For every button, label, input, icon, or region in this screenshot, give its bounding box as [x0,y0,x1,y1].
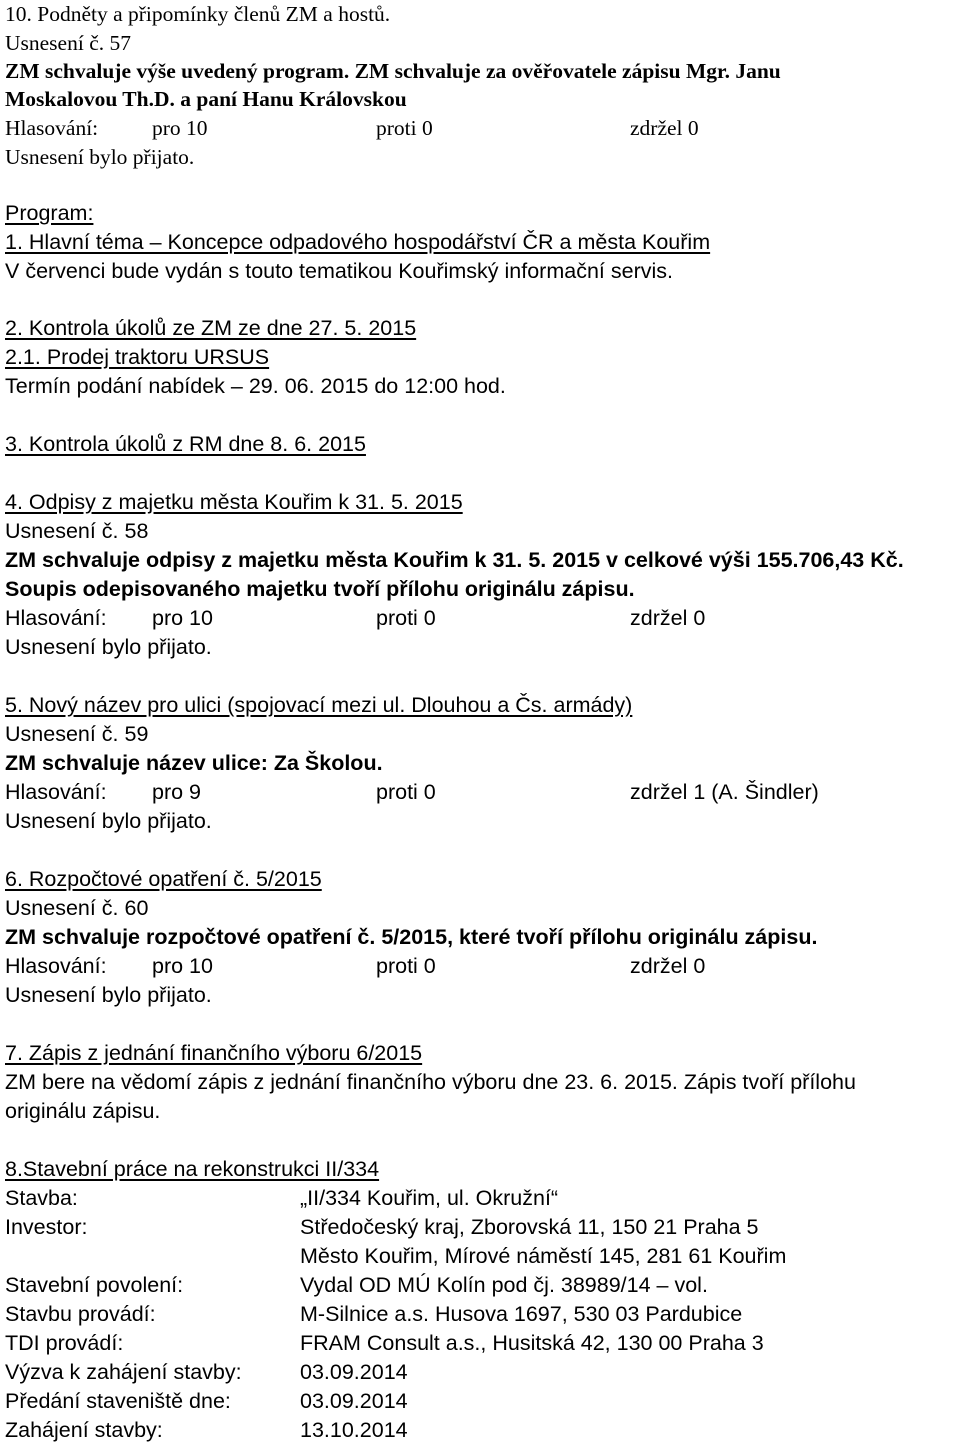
row-key: Stavbu provádí: [5,1302,156,1326]
row-value: 03.09.2014 [300,1360,408,1384]
vote-label: Hlasování: [5,606,107,630]
vote-proti: proti 0 [376,780,436,804]
vote-proti: proti 0 [376,116,433,140]
s7-text-2: originálu zápisu. [5,1099,161,1123]
s10-resolution-text-1: ZM schvaluje výše uvedený program. ZM schvaluje za ověřovatele zápisu Mgr. Janu [5,59,781,83]
program-item-3: 3. Kontrola úkolů z RM dne 8. 6. 2015 [5,432,366,456]
program-item-2: 2. Kontrola úkolů ze ZM ze dne 27. 5. 2015 [5,316,417,340]
vote-zdrzel: zdržel 1 (A. Šindler) [630,780,819,804]
row-value: FRAM Consult a.s., Husitská 42, 130 00 Praha 3 [300,1331,764,1355]
row-key: Stavební povolení: [5,1273,184,1297]
s10-resolution-text-2: Moskalovou Th.D. a paní Hanu Královskou [5,87,407,111]
vote-label: Hlasování: [5,116,99,140]
row-value: 03.09.2014 [300,1389,408,1413]
vote-label: Hlasování: [5,954,107,978]
row-key: Předání staveniště dne: [5,1389,231,1413]
s6-heading: 6. Rozpočtové opatření č. 5/2015 [5,867,322,891]
vote-zdrzel: zdržel 0 [630,954,706,978]
row-key: Zahájení stavby: [5,1418,163,1442]
row-value: Vydal OD MÚ Kolín pod čj. 38989/14 – vol. [300,1273,708,1297]
s4-resolution-text-2: Soupis odepisovaného majetku tvoří přílohu originálu zápisu. [5,577,635,601]
program-item-1-text: V červenci bude vydán s touto tematikou Kouřimský informační servis. [5,259,673,283]
vote-proti: proti 0 [376,954,436,978]
program-item-2-1-text: Termín podání nabídek – 29. 06. 2015 do 12:00 hod. [5,374,506,398]
vote-label: Hlasování: [5,780,107,804]
s7-heading: 7. Zápis z jednání finančního výboru 6/2015 [5,1041,423,1065]
s5-heading: 5. Nový název pro ulici (spojovací mezi ul. Dlouhou a Čs. armády) [5,693,633,717]
s5-resolution-number: Usnesení č. 59 [5,722,149,746]
row-key: Stavba: [5,1186,78,1210]
vote-proti: proti 0 [376,606,436,630]
row-key: Výzva k zahájení stavby: [5,1360,242,1384]
vote-zdrzel: zdržel 0 [630,116,699,140]
s4-heading: 4. Odpisy z majetku města Kouřim k 31. 5. 2015 [5,490,463,514]
row-value: Město Kouřim, Mírové náměstí 145, 281 61 Kouřim [300,1244,787,1268]
s4-result: Usnesení bylo přijato. [5,635,212,659]
row-value: 13.10.2014 [300,1418,408,1442]
s10-result: Usnesení bylo přijato. [5,145,195,169]
row-value: „II/334 Kouřim, ul. Okružní“ [300,1186,559,1210]
program-item-1: 1. Hlavní téma – Koncepce odpadového hospodářství ČR a města Kouřim [5,230,711,254]
vote-zdrzel: zdržel 0 [630,606,706,630]
s7-text-1: ZM bere na vědomí zápis z jednání finančního výboru dne 23. 6. 2015. Zápis tvoří přílohu [5,1070,856,1094]
vote-pro: pro 9 [152,780,202,804]
s8-heading: 8.Stavební práce na rekonstrukci II/334 [5,1157,380,1181]
s6-resolution-text-1: ZM schvaluje rozpočtové opatření č. 5/2015, které tvoří přílohu originálu zápisu. [5,925,818,949]
s5-resolution-text-1: ZM schvaluje název ulice: Za Školou. [5,751,383,775]
s4-resolution-text-1: ZM schvaluje odpisy z majetku města Kouřim k 31. 5. 2015 v celkové výši 155.706,43 Kč. [5,548,904,572]
row-value: M-Silnice a.s. Husova 1697, 530 03 Pardubice [300,1302,743,1326]
vote-pro: pro 10 [152,954,213,978]
s6-resolution-number: Usnesení č. 60 [5,896,149,920]
vote-pro: pro 10 [152,116,208,140]
s10-resolution-number: Usnesení č. 57 [5,31,131,55]
program-item-2-1: 2.1. Prodej traktoru URSUS [5,345,270,369]
s10-heading: 10. Podněty a připomínky členů ZM a hostů. [5,2,391,26]
s4-resolution-number: Usnesení č. 58 [5,519,149,543]
row-key: Investor: [5,1215,88,1239]
s5-result: Usnesení bylo přijato. [5,809,212,833]
row-key: TDI provádí: [5,1331,124,1355]
row-value: Středočeský kraj, Zborovská 11, 150 21 Praha 5 [300,1215,759,1239]
vote-pro: pro 10 [152,606,213,630]
program-label: Program: [5,201,94,225]
s6-result: Usnesení bylo přijato. [5,983,212,1007]
